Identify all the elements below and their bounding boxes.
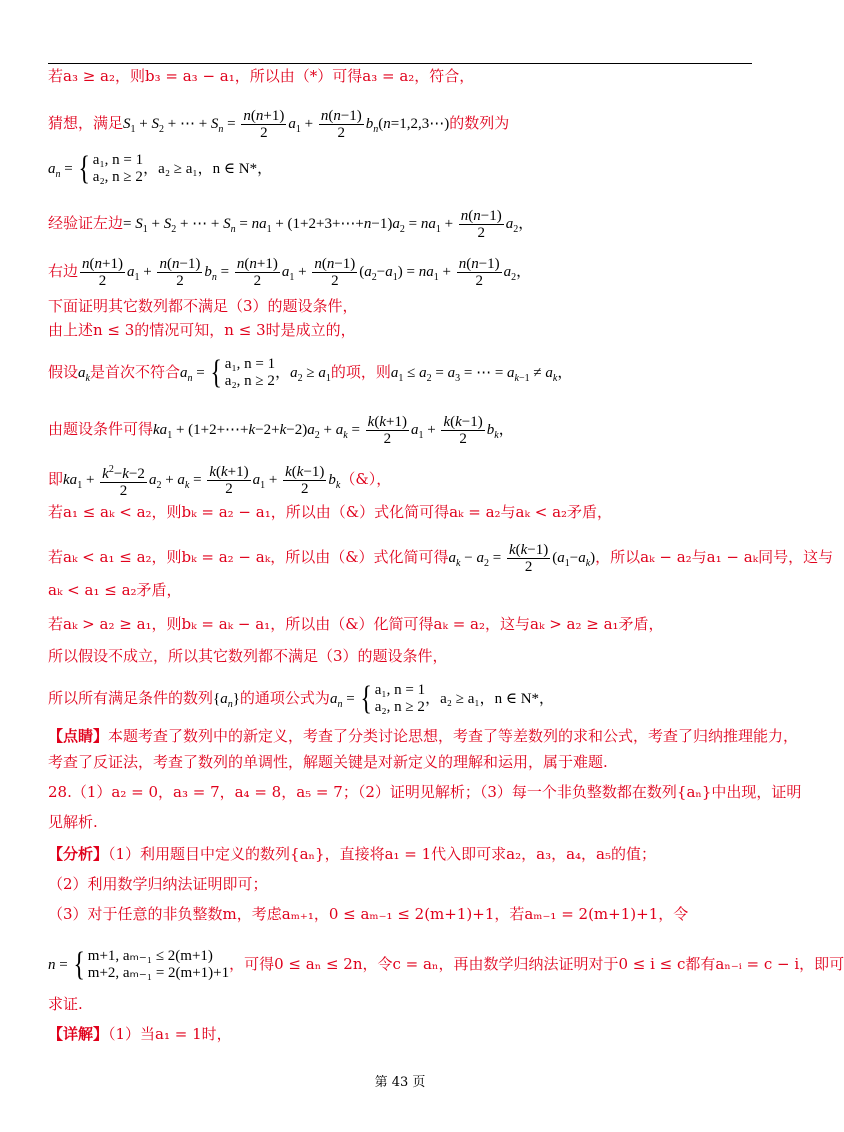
line-10-tag: （&）， — [340, 469, 392, 488]
note-tag: 【点睛】 — [48, 727, 109, 745]
text-line-10: 即$ka_1$ + $\frac{k^2-k-2}{2}$ $a_2 + a_k$ = $\frac{k(k+1)}{2}$ $a_1$ + $\frac{k(k-1)}{2}$ $b_k(\&)$， — [48, 464, 392, 499]
line-18-text: 考查了反证法，考查了数列的单调性，解题关键是对新定义的理解和运用，属于难题. — [48, 753, 608, 771]
line-6-text: 下面证明其它数列都不满足（3）的题设条件， — [48, 297, 358, 315]
analysis-tag: 【分析】 — [48, 845, 109, 863]
text-line-20 — [48, 812, 752, 832]
text-line-4: 经验证左边= $S_1 + S_2$ + ⋯ + $S_n = na_1$ + $(1+2+3+\cdots+n-1)a_2 = na_1$ + $\frac{n(n-1)}{2}$ $a_2$， — [48, 208, 534, 241]
text-line-12: 若aₖ < a₁ ≤ a₂，则bₖ = a₂ − aₖ，所以由（&）式化简可得$a_k - a_2$ = $\frac{k(k-1)}{2}$ $(a_1-a_k)$，所以aₖ − a₂与a₁ − aₖ同号，这与 — [48, 542, 834, 575]
text-line-19 — [48, 782, 802, 802]
text-line-15 — [48, 646, 752, 666]
piecewise-case-1c: a₁, n = 1 — [374, 682, 426, 698]
line-8-b: 是首次不符合 — [89, 363, 180, 381]
text-line-2: 猜想，满足$S_1 + S_2$ + ⋯ + $S_n$ = $\frac{n(n+1)}{2}$ $a_1$ + $\frac{n(n-1)}{2}$ $b_n(n=1,2,3\cdots)$的数列为 — [48, 108, 510, 141]
n-case-1: m+1, aₘ₋₁ ≤ 2(m+1) — [87, 948, 213, 964]
line-19-text: 28.（1）a₂ = 0，a₃ = 7，a₄ = 8，a₅ = 7；（2）证明见解析；（3）每一个非负整数都在数列{aₙ}中出现，证明 — [48, 783, 802, 801]
piecewise-tail-c: ，a₂ ≥ a₁，n ∈ N*， — [425, 691, 555, 707]
text-line-1 — [48, 66, 752, 86]
piecewise-case-1: a₁, n = 1 — [92, 152, 144, 168]
text-line-9: 由题设条件可得$ka_1$ + $(1+2+\cdots+k-2+k-2)a_2 + a_k$ = $\frac{k(k+1)}{2}$ $a_1$ + $\frac{k(k-1)}{2}$ $b_k$， — [48, 414, 514, 447]
line-2-b: 的数列为 — [449, 113, 510, 132]
text-line-3: $a_n$ = { a₁, n = 1 a₂, n ≥ 2，a₂ ≥ a₁，n ∈ N*， — [48, 150, 273, 187]
line-22-text: （2）利用数学归纳法证明即可； — [48, 875, 268, 893]
line-12-b: ，所以aₖ − a₂与a₁ − aₖ同号，这与 — [595, 547, 834, 566]
line-9-text: 由题设条件可得 — [48, 419, 154, 438]
text-line-6 — [48, 296, 752, 316]
line-12-a: 若aₖ < a₁ ≤ a₂，则bₖ = a₂ − aₖ，所以由（&）式化简可得 — [48, 547, 449, 566]
text-line-25 — [48, 994, 752, 1014]
line-7-text: 由上述n ≤ 3的情况可知，n ≤ 3时是成立的， — [48, 321, 356, 339]
line-23-text: （3）对于任意的非负整数m，考虑aₘ₊₁，0 ≤ aₘ₋₁ ≤ 2(m+1)+1，若aₘ₋₁ = 2(m+1)+1，令 — [48, 905, 689, 923]
line-2-a: 猜想，满足 — [48, 113, 124, 132]
text-line-8: 假设$a_k$是首次不符合$a_n$ = { a₁, n = 1 a₂, n ≥ 2，$a_2 \ge a_1$的项，则$a_1 \le a_2 = a_3$ = ⋯ = $a_{k-1} \ne a_k$， — [48, 354, 573, 391]
text-line-13 — [48, 580, 752, 600]
text-line-5: 右边 $\frac{n(n+1)}{2}$ $a_1$ + $\frac{n(n-1)}{2}$ $b_n$ = $\frac{n(n+1)}{2}$ $a_1$ + $\frac{n(n-1)}{2}$ $(a_2-a_1) = na_1$ + $\frac{n(n-1)}{2}$ $a_2$， — [48, 256, 532, 289]
text-line-17 — [48, 726, 799, 746]
line-20-text: 见解析. — [48, 813, 98, 831]
line-26-text: （1）当a₁ = 1时， — [108, 1025, 232, 1043]
piecewise-case-2b: a₂, n ≥ 2 — [224, 373, 275, 389]
header-rule — [48, 63, 752, 64]
text-line-21 — [48, 844, 752, 864]
line-16-b: 的通项公式为 — [239, 689, 330, 707]
line-14-text: 若aₖ > a₂ ≥ a₁，则bₖ = aₖ − a₁，所以由（&）化简可得aₖ = a₂，这与aₖ > a₂ ≥ a₁矛盾， — [48, 615, 664, 633]
piecewise-case-1b: a₁, n = 1 — [224, 356, 276, 372]
text-line-14 — [48, 614, 752, 634]
piecewise-case-2: a₂, n ≥ 2 — [92, 169, 143, 185]
line-16-a: 所以所有满足条件的数列 — [48, 689, 214, 707]
line-4-text: 经验证左边 — [48, 213, 124, 232]
piecewise-tail: ，a₂ ≥ a₁，n ∈ N*， — [143, 161, 273, 177]
page-number: 第 43 页 — [374, 1075, 426, 1090]
text-line-24: n = { m+1, aₘ₋₁ ≤ 2(m+1) m+2, aₘ₋₁ = 2(m+1)+1，可得0 ≤ aₙ ≤ 2n，令c = aₙ，再由数学归纳法证明对于0 ≤ i ≤ c都有aₙ₋ᵢ = c − i，即可 — [48, 946, 844, 983]
text-line-18 — [48, 752, 752, 772]
line-24-tail: ，可得0 ≤ aₙ ≤ 2n，令c = aₙ，再由数学归纳法证明对于0 ≤ i ≤ c都有aₙ₋ᵢ = c − i，即可 — [229, 955, 844, 973]
line-8-c: 的项，则 — [330, 363, 391, 381]
line-1-text: 若a₃ ≥ a₂，则b₃ = a₃ − a₁，所以由（*）可得a₃ = a₂，符合， — [48, 67, 475, 85]
text-line-11 — [48, 502, 752, 522]
detail-tag: 【详解】 — [48, 1025, 109, 1043]
line-17-text: 本题考查了数列中的新定义，考查了分类讨论思想，考查了等差数列的求和公式，考查了归纳推理能力， — [108, 727, 799, 745]
line-8-a: 假设 — [48, 363, 79, 381]
n-case-2: m+2, aₘ₋₁ = 2(m+1)+1 — [87, 965, 230, 981]
line-10-text: 即 — [48, 469, 64, 488]
piecewise-case-2c: a₂, n ≥ 2 — [374, 699, 425, 715]
text-line-26 — [48, 1024, 752, 1044]
text-line-16: 所以所有满足条件的数列$\{a_n\}$的通项公式为$a_n$ = { a₁, n = 1 a₂, n ≥ 2，a₂ ≥ a₁，n ∈ N*， — [48, 680, 555, 717]
text-line-23 — [48, 904, 752, 924]
line-13-text: aₖ < a₁ ≤ a₂矛盾， — [48, 581, 182, 599]
text-line-7 — [48, 320, 752, 340]
line-15-text: 所以假设不成立，所以其它数列都不满足（3）的题设条件， — [48, 647, 448, 665]
line-21-text: （1）利用题目中定义的数列{aₙ}，直接将a₁ = 1代入即可求a₂，a₃，a₄，a₅的值； — [108, 845, 657, 863]
text-line-22 — [48, 874, 752, 894]
line-5-text: 右边 — [48, 261, 79, 280]
line-25-text: 求证. — [48, 995, 83, 1013]
line-11-text: 若a₁ ≤ aₖ < a₂，则bₖ = a₂ − a₁，所以由（&）式化简可得aₖ = a₂与aₖ < a₂矛盾， — [48, 503, 613, 521]
